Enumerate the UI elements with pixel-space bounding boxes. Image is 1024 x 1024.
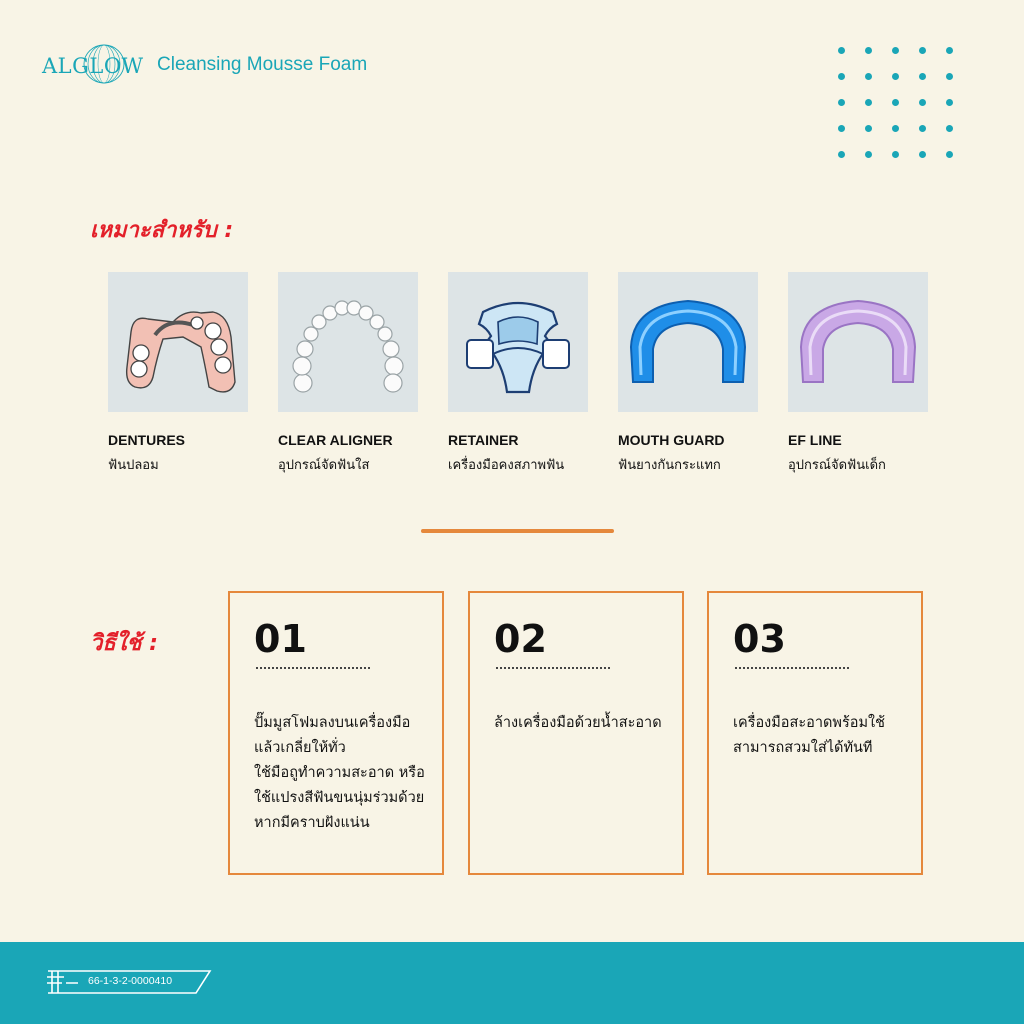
decorative-dot-grid <box>838 47 964 161</box>
step-line: ล้างเครื่องมือด้วยน้ำสะอาด <box>494 715 662 731</box>
registration-badge <box>44 969 214 995</box>
decorative-dot <box>919 151 926 158</box>
step-line: สามารถสวมใส่ได้ทันที <box>733 740 873 756</box>
step-card <box>468 591 684 875</box>
item-mouth-guard <box>618 272 758 475</box>
step-number: 03 <box>733 617 786 661</box>
step-card <box>707 591 923 875</box>
dotted-divider <box>735 667 849 669</box>
decorative-dot <box>892 125 899 132</box>
step-line: หากมีคราบฝังแน่น <box>254 815 370 831</box>
decorative-dot <box>838 47 845 54</box>
item-subtitle: ฟันยางกันกระแทก <box>618 458 721 473</box>
decorative-dot <box>919 73 926 80</box>
decorative-dot <box>865 99 872 106</box>
decorative-dot <box>892 73 899 80</box>
step-line: เครื่องมือสะอาดพร้อมใช้ <box>733 715 885 731</box>
item-subtitle: ฟันปลอม <box>108 458 159 473</box>
suitable-for-label: เหมาะสำหรับ : <box>90 218 234 243</box>
ef-line-icon <box>788 272 928 412</box>
item-name: CLEAR ALIGNER <box>278 432 393 448</box>
decorative-dot <box>892 151 899 158</box>
decorative-dot <box>865 151 872 158</box>
clear-aligner-icon <box>278 272 418 412</box>
decorative-dot <box>946 47 953 54</box>
mouth-guard-icon <box>618 272 758 412</box>
item-subtitle: เครื่องมือคงสภาพฟัน <box>448 458 565 473</box>
step-line: ใช้แปรงสีฟันขนนุ่มร่วมด้วย <box>254 790 425 806</box>
item-name: MOUTH GUARD <box>618 432 725 448</box>
brand-name: ALGLOW <box>42 54 144 78</box>
footer-bar <box>0 942 1024 1024</box>
decorative-dot <box>946 73 953 80</box>
brand-logo <box>42 40 144 90</box>
dotted-divider <box>256 667 370 669</box>
item-subtitle: อุปกรณ์จัดฟันใส <box>278 458 370 473</box>
step-line: แล้วเกลี่ยให้ทั่ว <box>254 740 346 756</box>
item-subtitle: อุปกรณ์จัดฟันเด็ก <box>788 458 886 473</box>
item-clear-aligner <box>278 272 418 475</box>
item-name: RETAINER <box>448 432 519 448</box>
section-divider <box>421 529 614 533</box>
decorative-dot <box>919 125 926 132</box>
step-number: 01 <box>254 617 307 661</box>
decorative-dot <box>919 47 926 54</box>
step-line: ปั๊มมูสโฟมลงบนเครื่องมือ <box>254 715 411 731</box>
step-text <box>494 711 672 736</box>
decorative-dot <box>892 99 899 106</box>
dotted-divider <box>496 667 610 669</box>
decorative-dot <box>865 73 872 80</box>
decorative-dot <box>865 125 872 132</box>
step-text <box>254 711 432 836</box>
decorative-dot <box>946 125 953 132</box>
decorative-dot <box>946 151 953 158</box>
how-to-use-label: วิธีใช้ : <box>90 631 158 656</box>
retainer-icon <box>448 272 588 412</box>
decorative-dot <box>892 47 899 54</box>
decorative-dot <box>838 125 845 132</box>
product-title: Cleansing Mousse Foam <box>157 54 368 75</box>
decorative-dot <box>865 47 872 54</box>
decorative-dot <box>946 99 953 106</box>
item-ef-line <box>788 272 928 475</box>
item-retainer <box>448 272 588 475</box>
step-text <box>733 711 911 761</box>
item-name: EF LINE <box>788 432 842 448</box>
registration-number: 66-1-3-2-0000410 <box>88 975 173 987</box>
decorative-dot <box>838 73 845 80</box>
decorative-dot <box>838 99 845 106</box>
header <box>42 40 367 90</box>
item-name: DENTURES <box>108 432 186 448</box>
suitable-items <box>108 272 928 475</box>
step-number: 02 <box>494 617 547 661</box>
denture-icon <box>108 272 248 412</box>
item-dentures <box>108 272 248 475</box>
step-line: ใช้มือถูทำความสะอาด หรือ <box>254 765 425 781</box>
step-card <box>228 591 444 875</box>
decorative-dot <box>919 99 926 106</box>
decorative-dot <box>838 151 845 158</box>
